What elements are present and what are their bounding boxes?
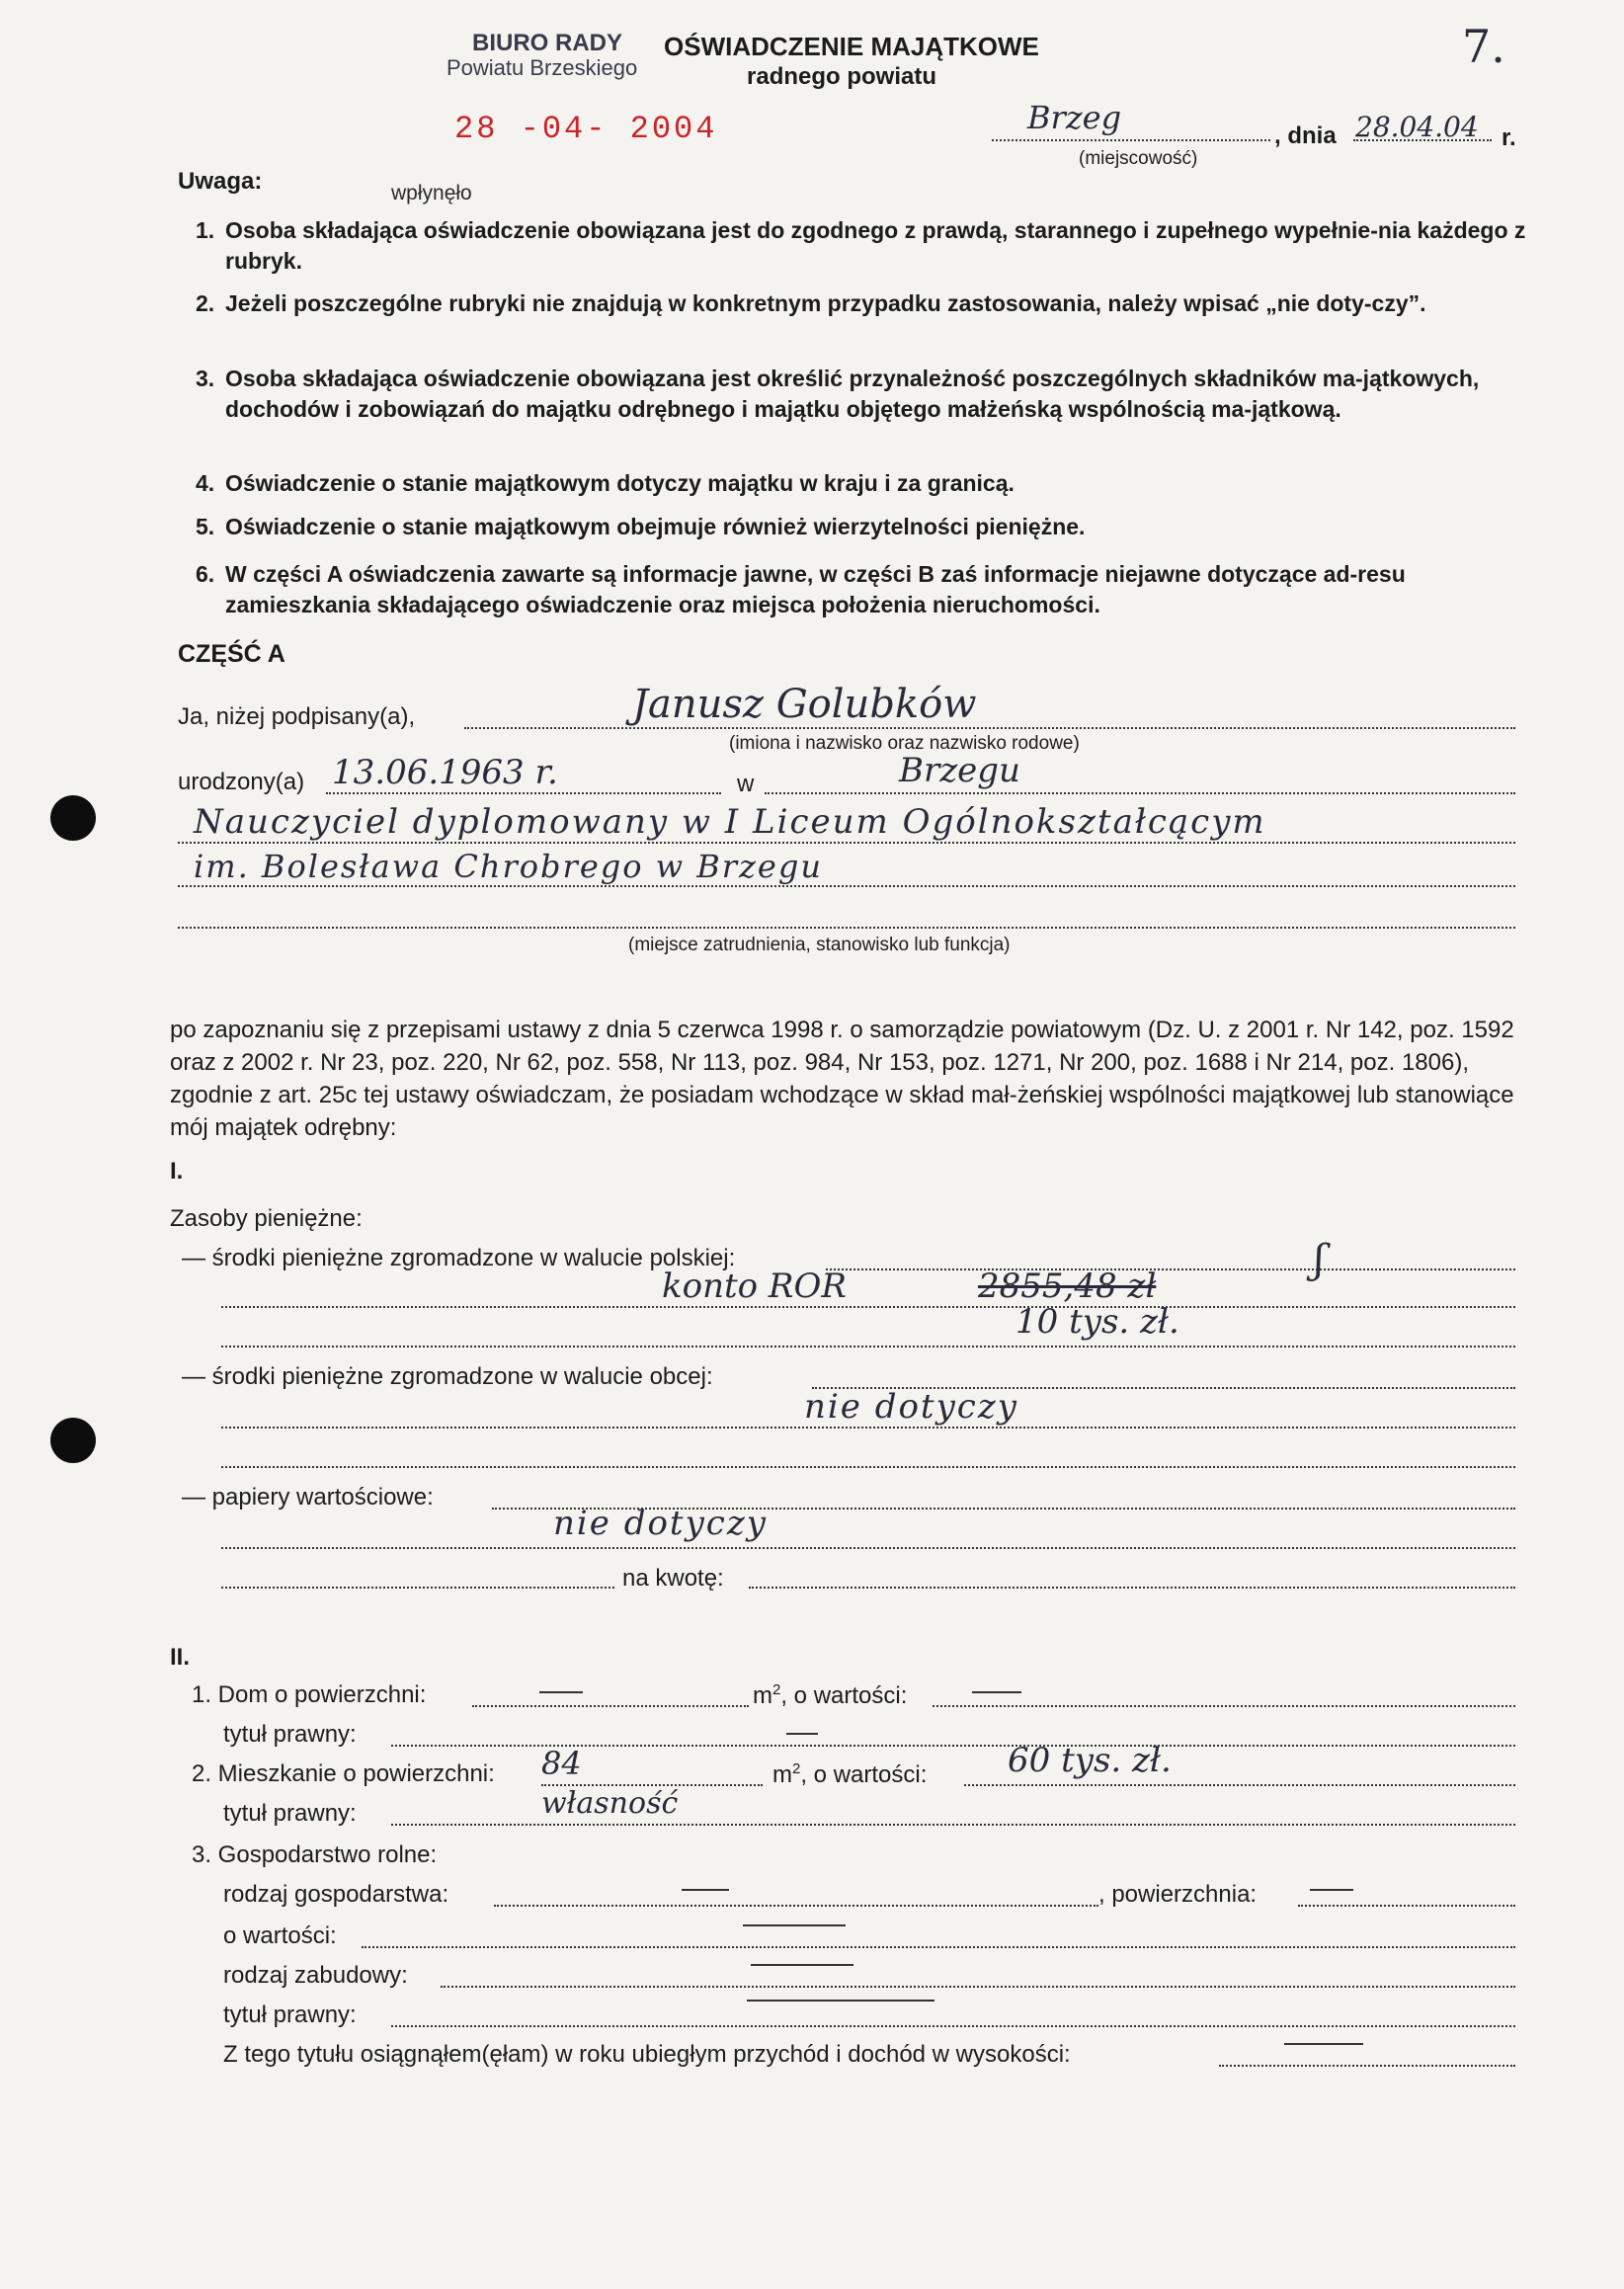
flat-value-label: , o wartości: [800,1761,928,1788]
unit-sup: 2 [792,1760,801,1777]
note-number: 4. [196,470,215,496]
farm-area-line [1298,1905,1515,1907]
pln-line-3 [221,1346,1515,1348]
farm-type-label: rodzaj gospodarstwa: [223,1881,449,1908]
amount-label: na kwotę: [622,1565,724,1592]
born-in-label: w [737,771,755,797]
farm-area-label: , powierzchnia: [1098,1881,1258,1908]
part-a-heading: CZĘŚĆ A [178,640,285,668]
flat-title-label: tytuł prawny: [223,1800,357,1827]
date-suffix: r. [1502,124,1516,151]
document-title: OŚWIADCZENIE MAJĄTKOWE [664,32,1039,61]
stamp-office: BIURO RADY [472,30,623,56]
stamp-date: 28 -04- 2004 [454,111,718,147]
note-text: Oświadczenie o stanie majątkowym dotyczy majątku w kraju i za granicą. [225,470,1015,496]
flat-label: 2. Mieszkanie o powierzchni: [192,1760,495,1787]
unit-text: m [772,1761,792,1788]
house-title-dash [786,1733,818,1735]
house-area-line [472,1705,749,1707]
employment-line-1 [178,842,1515,844]
note-text: Osoba składająca oświadczenie obowiązana jest do zgodnego z prawdą, starannego i zupełnego wypełnie-nia każdego z rubryk. [225,217,1526,274]
note-number: 6. [196,561,215,587]
employment-value-1: Nauczyciel dyplomowany w I Liceum Ogólnokształcącym [194,802,1266,842]
securities-value: nie dotyczy [553,1504,768,1543]
farm-title-dash [747,2000,934,2002]
house-unit [753,1681,907,1710]
born-place-line [765,792,1515,794]
born-date-value: 13.06.1963 r. [332,753,558,792]
house-title-label: tytuł prawny: [223,1721,357,1748]
farm-label: 3. Gospodarstwo rolne: [192,1841,438,1868]
farm-income-dash [1284,2043,1363,2045]
pln-line-2 [221,1306,1515,1308]
securities-line-3 [221,1587,614,1589]
flat-unit [772,1760,927,1789]
farm-type-line [494,1905,1098,1907]
farm-area-dash [1310,1889,1353,1891]
place-value: Brzeg [1027,99,1122,136]
house-value-line [933,1705,1515,1707]
signer-line [464,727,1515,729]
note-number: 2. [196,290,215,316]
flat-value: 60 tys. zł. [1008,1741,1172,1780]
signer-label: Ja, niżej podpisany(a), [178,703,416,730]
section-2-roman: II. [170,1644,191,1671]
pln-struck-value: 2855,48 zł [978,1267,1157,1306]
pln-label: — środki pieniężne zgromadzone w walucie polskiej: [182,1245,736,1271]
amount-line [749,1587,1515,1589]
unit-sup: 2 [772,1681,781,1698]
notes-heading: Uwaga: [178,168,263,195]
house-label: 1. Dom o powierzchni: [192,1681,427,1708]
flat-title-line [391,1824,1515,1826]
foreign-value: nie dotyczy [804,1387,1018,1427]
house-value-dash [972,1691,1021,1693]
stamp-received: wpłynęło [391,182,472,204]
farm-type-dash [682,1889,729,1891]
employment-line-3 [178,927,1515,929]
signer-caption: (imiona i nazwisko oraz nazwisko rodowe) [729,733,1080,754]
note-text: Jeżeli poszczególne rubryki nie znajdują w konkretnym przypadku zastosowania, należy wpisać „nie doty-czy”. [225,290,1426,316]
note-number: 5. [196,514,215,539]
note-text: Oświadczenie o stanie majątkowym obejmuje również wierzytelności pieniężne. [225,514,1086,539]
section-1-heading: Zasoby pieniężne: [170,1205,363,1232]
securities-label: — papiery wartościowe: [182,1484,434,1511]
farm-value-dash [743,1924,846,1926]
born-date-line [326,792,721,794]
foreign-line-3 [221,1466,1515,1468]
securities-line-2 [221,1547,1515,1549]
house-area-dash [539,1691,583,1693]
employment-line-2 [178,885,1515,887]
punch-hole-bottom [50,1418,96,1463]
born-place-value: Brzegu [899,751,1020,790]
foreign-label: — środki pieniężne zgromadzone w walucie obcej: [182,1363,713,1390]
unit-text: m [753,1682,772,1709]
date-value: 28.04.04 [1355,111,1479,143]
signature-initials: ʃ [1314,1237,1325,1282]
place-line [992,139,1270,141]
farm-income-line [1219,2065,1515,2067]
employment-caption: (miejsce zatrudnienia, stanowisko lub funkcja) [628,935,1011,955]
farm-buildings-dash [751,1964,853,1966]
pln-value: konto ROR [662,1267,847,1306]
pln-correction: 10 tys. zł. [1015,1302,1179,1342]
page-number: 7. [1462,20,1505,73]
house-value-label: , o wartości: [780,1682,908,1709]
flat-area-value: 84 [541,1745,582,1782]
signer-value: Janusz Golubków [632,682,977,727]
declaration-text: po zapoznaniu się z przepisami ustawy z dnia 5 czerwca 1998 r. o samorządzie powiatowym (Dz. U. z 2001 r. Nr 142, poz. 1592 oraz z 2002 r. Nr 23, poz. 220, Nr 62, poz. 558, Nr 113, poz. 984, Nr 153, poz. 1271, Nr 200, poz. 1688 i Nr 214, poz. 1806), zgodnie z art. 25c tej ustawy oświadczam, że posiadam wchodzące w skład mał-żeńskiej wspólności majątkowej lub stanowiące mój majątek odrębny: [170,1017,1514,1141]
punch-hole-top [50,795,96,841]
note-number: 3. [196,366,215,391]
place-caption: (miejscowość) [1079,148,1198,169]
note-text: W części A oświadczenia zawarte są informacje jawne, w części B zaś informacje niejawne dotyczące ad-resu zamieszkania składającego oświadczenie oraz miejsca położenia nieruchomości. [225,561,1406,617]
farm-income-label: Z tego tytułu osiągnąłem(ęłam) w roku ubiegłym przychód i dochód w wysokości: [223,2041,1071,2068]
note-text: Osoba składająca oświadczenie obowiązana jest określić przynależność poszczególnych składników ma-jątkowych, dochodów i zobowiązań do majątku odrębnego i majątku objętego małżeńską wspólnością ma-jątkową. [225,366,1480,422]
section-1-roman: I. [170,1158,184,1185]
stamp-county: Powiatu Brzeskiego [447,55,638,80]
flat-value-line [964,1784,1515,1786]
employment-value-2: im. Bolesława Chrobrego w Brzegu [194,848,823,885]
farm-buildings-label: rodzaj zabudowy: [223,1962,408,1989]
farm-value-label: o wartości: [223,1922,337,1949]
flat-title-value: własność [541,1786,679,1821]
document-subtitle: radnego powiatu [747,63,936,90]
farm-value-line [362,1946,1515,1948]
farm-buildings-line [441,1986,1515,1988]
born-label: urodzony(a) [178,769,305,795]
foreign-line-2 [221,1427,1515,1429]
farm-title-label: tytuł prawny: [223,2002,357,2028]
farm-title-line [391,2025,1515,2027]
date-label: , dnia [1274,123,1337,149]
pln-line-1 [826,1268,1515,1270]
note-number: 1. [196,217,215,243]
